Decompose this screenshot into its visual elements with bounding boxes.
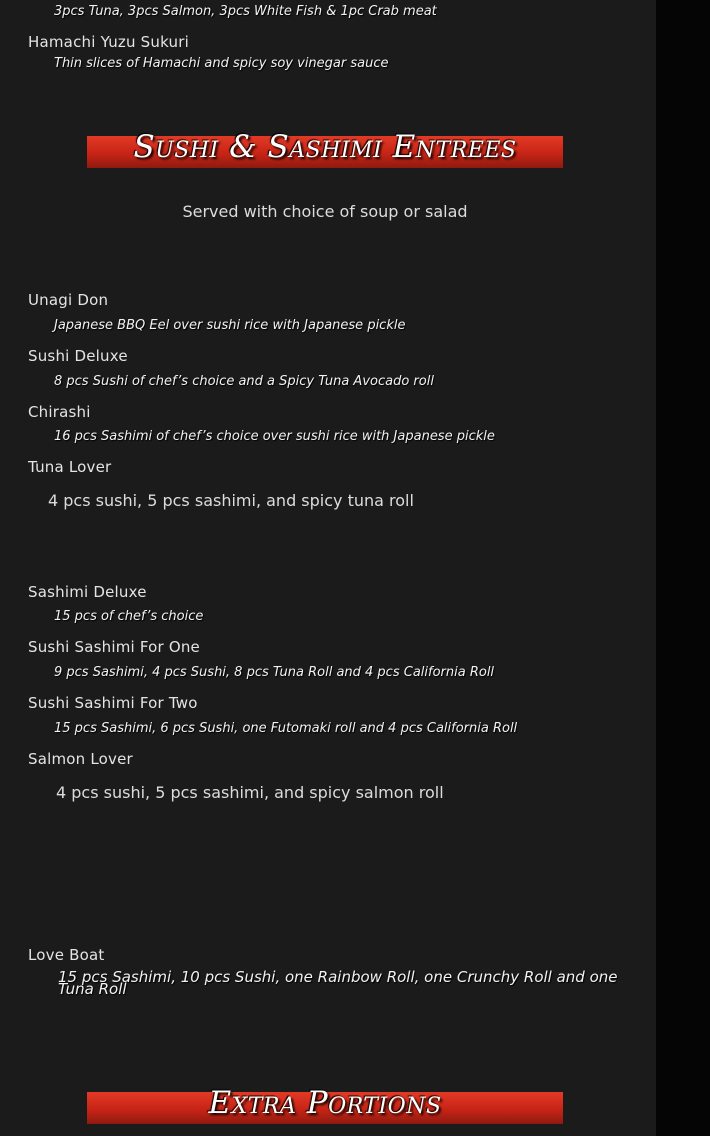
section-subtitle: Served with choice of soup or salad [182, 202, 468, 221]
item-name: Chirashi [28, 403, 91, 421]
item-desc: 8 pcs Sushi of chef’s choice and a Spicy Tuna Avocado roll [54, 374, 434, 389]
item-name: Hamachi Yuzu Sukuri [28, 33, 189, 51]
item-desc: 15 pcs of chef’s choice [54, 609, 204, 624]
item-desc: 15 pcs Sashimi, 10 pcs Sushi, one Rainbow Roll, one Crunchy Roll and one Tuna Roll [58, 968, 618, 998]
item-name: Sashimi Deluxe [28, 583, 147, 601]
item-desc: 9 pcs Sashimi, 4 pcs Sushi, 8 pcs Tuna Roll and 4 pcs California Roll [54, 665, 495, 680]
item-name: Love Boat [28, 946, 105, 964]
item-name: Tuna Lover [28, 458, 112, 476]
section-banner-extra-portions [87, 1085, 563, 1124]
section-title: Sushi & Sashimi Entrees [133, 129, 517, 165]
item-desc: 16 pcs Sashimi of chef’s choice over sushi rice with Japanese pickle [54, 429, 495, 444]
item-desc: Thin slices of Hamachi and spicy soy vinegar sauce [54, 56, 389, 71]
item-desc: 4 pcs sushi, 5 pcs sashimi, and spicy salmon roll [56, 783, 444, 802]
section-title: Extra Portions [208, 1085, 442, 1121]
item-desc: 4 pcs sushi, 5 pcs sashimi, and spicy tuna roll [48, 491, 414, 510]
item-desc: Japanese BBQ Eel over sushi rice with Japanese pickle [54, 318, 406, 333]
item-name: Sushi Sashimi For One [28, 638, 200, 656]
right-dark-strip [656, 0, 710, 1136]
item-desc: 15 pcs Sashimi, 6 pcs Sushi, one Futomaki roll and 4 pcs California Roll [54, 721, 518, 736]
item-name: Sushi Sashimi For Two [28, 694, 198, 712]
section-banner-sushi-sashimi [87, 129, 563, 168]
item-desc: 3pcs Tuna, 3pcs Salmon, 3pcs White Fish & 1pc Crab meat [54, 4, 437, 19]
item-name: Salmon Lover [28, 750, 133, 768]
item-name: Sushi Deluxe [28, 347, 128, 365]
item-name: Unagi Don [28, 291, 109, 309]
